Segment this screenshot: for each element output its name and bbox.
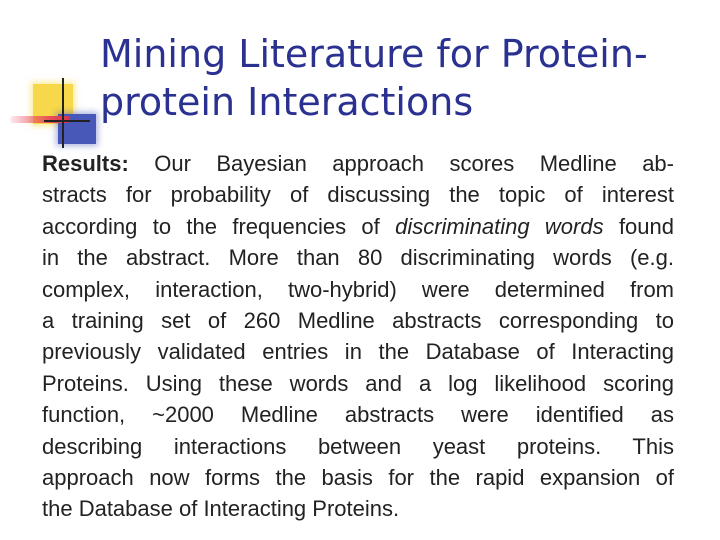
paragraph-line	[42, 148, 674, 179]
paragraph-line: Proteins. Using these words and a log likelihood scoring	[42, 370, 674, 396]
slide-title	[100, 30, 700, 126]
results-paragraph	[42, 148, 674, 525]
paragraph-line: function, ~2000 Medline abstracts were identified as	[42, 402, 674, 428]
paragraph-text: found	[603, 213, 674, 239]
paragraph-line: approach now forms the basis for the rapid expansion of	[42, 465, 674, 491]
ornament-vertical-line	[62, 78, 64, 148]
paragraph-line: describing interactions between yeast proteins. This	[42, 433, 674, 459]
slide-title-line: protein Interactions	[100, 80, 474, 124]
ornament-horizontal-line	[44, 120, 90, 122]
paragraph-line: complex, interaction, two-hybrid) were determined from	[42, 276, 674, 302]
slide-title-line: Mining Literature for Protein-	[100, 32, 648, 76]
corner-ornament-icon	[0, 0, 110, 160]
paragraph-line: in the abstract. More than 80 discriminating words (e.g.	[42, 245, 674, 271]
paragraph-line: the Database of Interacting Proteins.	[42, 496, 400, 522]
emphasized-term: discriminating words	[395, 213, 604, 239]
paragraph-line: stracts for probability of discussing the topic of interest	[42, 182, 674, 208]
paragraph-line	[42, 211, 674, 242]
paragraph-text: according to the frequencies of	[42, 213, 396, 239]
paragraph-text: Our Bayesian approach scores Medline ab-	[154, 151, 674, 176]
results-label: Results:	[42, 151, 129, 176]
paragraph-line: previously validated entries in the Database of Interacting	[42, 339, 674, 365]
paragraph-line: a training set of 260 Medline abstracts corresponding to	[42, 308, 674, 334]
